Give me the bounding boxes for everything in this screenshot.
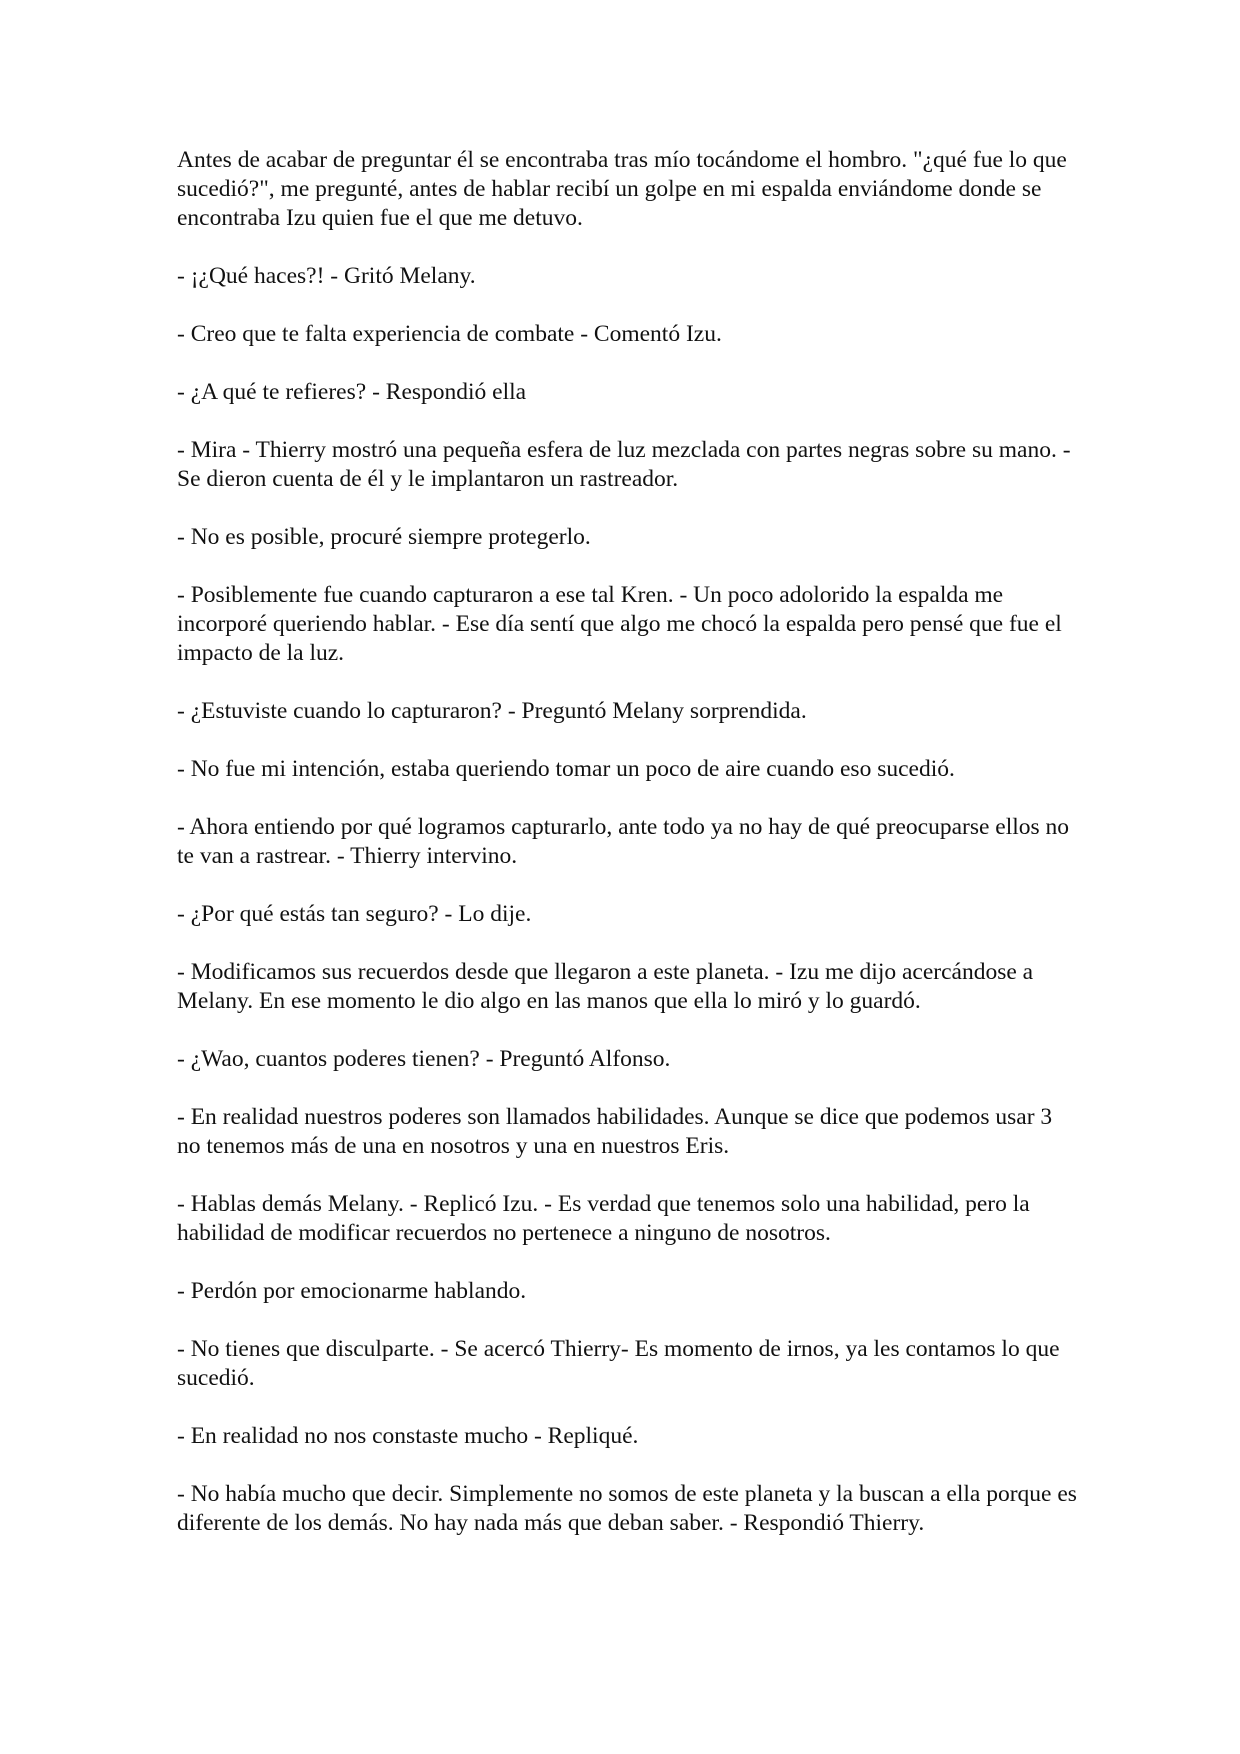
paragraph: - Mira - Thierry mostró una pequeña esfera de luz mezclada con partes negras sobre su mano. - Se dieron cuenta de él y le implantaron un rastreador. bbox=[177, 437, 1071, 492]
paragraph: - En realidad nuestros poderes son llamados habilidades. Aunque se dice que podemos usar 3 no tenemos más de una en nosotros y una en nuestros Eris. bbox=[177, 1104, 1053, 1159]
paragraph: - Posiblemente fue cuando capturaron a ese tal Kren. - Un poco adolorido la espalda me incorporé queriendo hablar. - Ese día sentí que algo me chocó la espalda pero pensé que fue el impacto de la luz. bbox=[177, 582, 1062, 666]
paragraph: - ¿Wao, cuantos poderes tienen? - Preguntó Alfonso. bbox=[177, 1046, 671, 1072]
paragraph: - No había mucho que decir. Simplemente no somos de este planeta y la buscan a ella porque es diferente de los demás. No hay nada más que deban saber. - Respondió Thierry. bbox=[177, 1481, 1077, 1536]
paragraph: - ¿A qué te refieres? - Respondió ella bbox=[177, 379, 527, 405]
paragraph: - ¿Por qué estás tan seguro? - Lo dije. bbox=[177, 901, 532, 927]
paragraph: - No es posible, procuré siempre protegerlo. bbox=[177, 524, 591, 550]
paragraph: - Ahora entiendo por qué logramos capturarlo, ante todo ya no hay de qué preocuparse ellos no te van a rastrear. - Thierry intervino. bbox=[177, 814, 1070, 869]
paragraph: - ¿Estuviste cuando lo capturaron? - Preguntó Melany sorprendida. bbox=[177, 698, 807, 724]
body-text bbox=[177, 146, 1077, 1567]
paragraph: Antes de acabar de preguntar él se encontraba tras mío tocándome el hombro. "¿qué fue lo que sucedió?", me pregunté, antes de hablar recibí un golpe en mi espalda enviándome donde se encontraba Izu quien fue el que me detuvo. bbox=[177, 147, 1067, 231]
paragraph: - En realidad no nos constaste mucho - Repliqué. bbox=[177, 1423, 639, 1449]
paragraph: - Hablas demás Melany. - Replicó Izu. - Es verdad que tenemos solo una habilidad, pero la habilidad de modificar recuerdos no pertenece a ninguno de nosotros. bbox=[177, 1191, 1030, 1246]
paragraph: - No fue mi intención, estaba queriendo tomar un poco de aire cuando eso sucedió. bbox=[177, 756, 955, 782]
paragraph: - Modificamos sus recuerdos desde que llegaron a este planeta. - Izu me dijo acercándose a Melany. En ese momento le dio algo en las manos que ella lo miró y lo guardó. bbox=[177, 959, 1034, 1014]
paragraph: - Perdón por emocionarme hablando. bbox=[177, 1278, 527, 1304]
paragraph: - ¡¿Qué haces?! - Gritó Melany. bbox=[177, 263, 476, 289]
paragraph: - No tienes que disculparte. - Se acercó Thierry- Es momento de irnos, ya les contamos lo que sucedió. bbox=[177, 1336, 1060, 1391]
paragraph: - Creo que te falta experiencia de combate - Comentó Izu. bbox=[177, 321, 722, 347]
